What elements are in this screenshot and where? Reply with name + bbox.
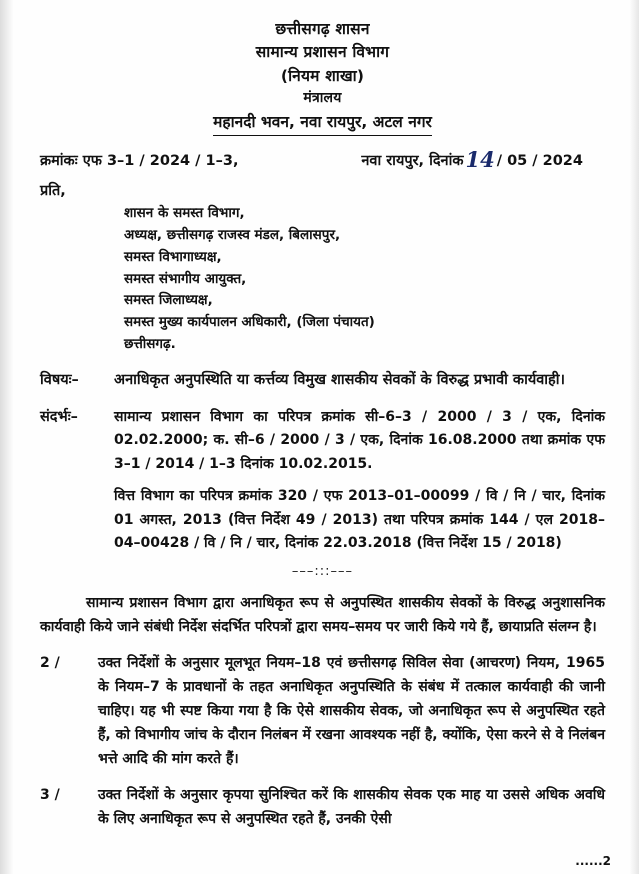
- subject-label: विषयः–: [40, 372, 79, 389]
- date-remainder: / 05 / 2024: [496, 153, 583, 169]
- list-item: शासन के समस्त विभाग,: [124, 205, 245, 221]
- list-item: समस्त जिलाध्यक्ष,: [124, 292, 213, 309]
- context-text: [114, 406, 605, 556]
- branch-name: (नियम शाखा): [280, 66, 365, 85]
- subject-text: अनाधिकृत अनुपस्थिति या कर्त्तव्य विमुख शासकीय सेवकों के विरुद्ध प्रभावी कार्यवाही।: [114, 372, 565, 389]
- govt-name: छत्तीसगढ़ शासन: [275, 20, 370, 38]
- context-block: [40, 406, 605, 556]
- paragraph-text: उक्त निर्देशों के अनुसार मूलभूत नियम–18 एवं छत्तीसगढ़ सिविल सेवा (आचरण) नियम, 1965 के नियम–7 के प्रावधानों के तहत अनाधिकृत अनुपस्थिति के संबंध में तत्काल कार्यवाही की जानी चाहिए। यह भी स्पष्ट किया गया है कि ऐसे शासकीय सेवक, जो अनाधिकृत रूप से अनुपस्थित रहते हैं, को विभागीय जांच के दौरान निलंबन में रखना आवश्यक नहीं है, क्योंकि, ऐसा करने से वे निलंबन भत्ते आदि की मांग करते हैं।: [98, 654, 605, 768]
- list-item: समस्त संभागीय आयुक्त,: [124, 270, 247, 287]
- place-date-group: [361, 147, 605, 172]
- secretariat-name: मंत्रालय: [303, 89, 342, 106]
- subject-block: [40, 369, 605, 392]
- reference-number-group: [40, 150, 238, 170]
- place-date-label: नवा रायपुर, दिनांक: [361, 153, 464, 169]
- office-address: महानदी भवन, नवा रायपुर, अटल नगर: [213, 111, 432, 136]
- context-paragraph-1: सामान्य प्रशासन विभाग का परिपत्र क्रमांक सी–6–3 / 2000 / 3 / एक, दिनांक 02.02.2000; क. सी–6 / 2000 / 3 / एक, दिनांक 16.08.2000 तथा क्रमांक एफ 3–1 / 2014 / 1–3 दिनांक 10.02.2015.: [114, 408, 605, 472]
- reference-label: क्रमांकः: [40, 153, 78, 169]
- list-item: समस्त विभागाध्यक्ष,: [124, 248, 222, 265]
- reference-number: एफ 3–1 / 2024 / 1–3,: [82, 153, 239, 169]
- paragraph-number: 2 /: [40, 654, 60, 671]
- body-paragraph-intro-text: सामान्य प्रशासन विभाग द्वारा अनाधिकृत रूप से अनुपस्थित शासकीय सेवकों के विरुद्ध अनुशासनिक कार्यवाही किये जाने संबंधी निर्देश संदर्भित परिपत्रों द्वारा समय–समय पर जारी किये गये हैं, छायाप्रति संलग्न है।: [40, 594, 605, 635]
- addressee-list: [40, 203, 605, 356]
- page-continuation-mark: ......2: [575, 854, 611, 868]
- list-item: समस्त मुख्य कार्यपालन अधिकारी, (जिला पंचायत): [124, 314, 375, 331]
- body-paragraph-intro: [40, 591, 605, 639]
- context-paragraph-2: वित्त विभाग का परिपत्र क्रमांक 320 / एफ 2013–01–00099 / वि / नि / चार, दिनांक 01 अगस्त, 2013 (वित्त निर्देश 49 / 2013) तथा परिपत्र क्रमांक 144 / एल 2018–04–00428 / वि / नि / चार, दिनांक 22.03.2018 (वित्त निर्देश 15 / 2018): [114, 488, 605, 552]
- reference-line: [40, 147, 605, 172]
- body-paragraph-2: [40, 651, 605, 771]
- paragraph-number: 3 /: [40, 787, 60, 804]
- context-label: संदर्भः–: [40, 408, 78, 425]
- letterhead: [40, 18, 605, 136]
- section-separator: –––:::–––: [291, 563, 354, 579]
- addressee-label: प्रति,: [40, 183, 66, 199]
- list-item: अध्यक्ष, छत्तीसगढ़ राजस्व मंडल, बिलासपुर,: [124, 226, 341, 243]
- body-paragraph-3: [40, 783, 605, 831]
- list-item: छत्तीसगढ़.: [124, 336, 176, 353]
- department-name: सामान्य प्रशासन विभाग: [255, 43, 390, 62]
- handwritten-day: 14: [465, 147, 495, 172]
- paragraph-text: उक्त निर्देशों के अनुसार कृपया सुनिश्चित करें कि शासकीय सेवक एक माह या उससे अधिक अवधि के लिए अनाधिकृत रूप से अनुपस्थित रहते हैं, उनकी ऐसी: [98, 787, 605, 828]
